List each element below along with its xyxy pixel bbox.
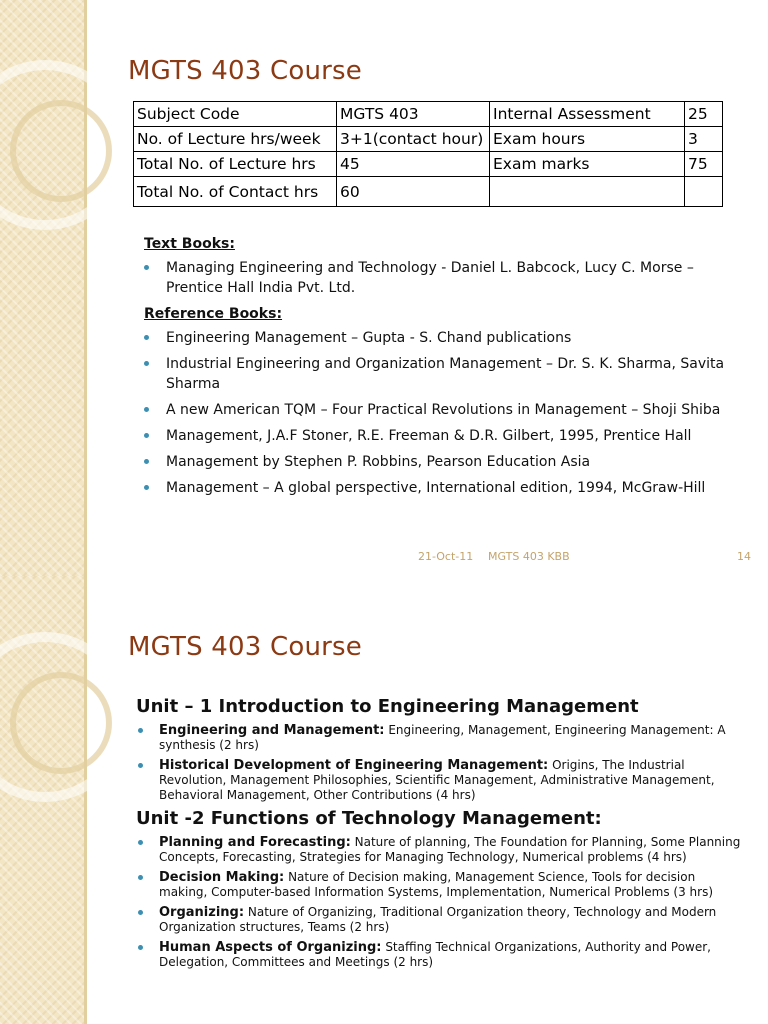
table-cell: 3 bbox=[685, 127, 723, 152]
list-item bbox=[136, 835, 746, 865]
item-title: Historical Development of Engineering Management: bbox=[159, 758, 549, 773]
list-item bbox=[136, 723, 746, 753]
list-item: Engineering Management – Gupta - S. Chand publications bbox=[140, 328, 750, 348]
table-cell: 45 bbox=[337, 152, 490, 177]
item-text: Nature of Decision making, Management Science, Tools for decision making, Computer-based Information Systems, Implementation, Numerical Problems (3 hrs) bbox=[159, 870, 714, 899]
syllabus-section bbox=[136, 696, 746, 975]
table-cell: MGTS 403 bbox=[337, 102, 490, 127]
list-item: Management – A global perspective, International edition, 1994, McGraw-Hill bbox=[140, 478, 750, 498]
table-cell: No. of Lecture hrs/week bbox=[134, 127, 337, 152]
unit-1-heading: Unit – 1 Introduction to Engineering Management bbox=[136, 696, 639, 717]
books-section bbox=[140, 230, 750, 504]
list-item: Management by Stephen P. Robbins, Pearson Education Asia bbox=[140, 452, 750, 472]
item-text: Nature of planning, The Foundation for Planning, Some Planning Concepts, Forecasting, Strategies for Managing Technology, Numerical problems (4 hrs) bbox=[159, 835, 741, 864]
table-row bbox=[134, 102, 723, 127]
table-row bbox=[134, 152, 723, 177]
list-item: Managing Engineering and Technology - Daniel L. Babcock, Lucy C. Morse – Prentice Hall India Pvt. Ltd. bbox=[140, 258, 750, 298]
table-cell: Internal Assessment bbox=[490, 102, 685, 127]
list-item bbox=[136, 758, 746, 803]
table-cell: 3+1(contact hour) bbox=[337, 127, 490, 152]
item-text: Origins, The Industrial Revolution, Management Philosophies, Scientific Management, Administrative Management, Behavioral Management, Other Contributions (4 hrs) bbox=[159, 758, 715, 802]
slide-title: MGTS 403 Course bbox=[128, 56, 362, 86]
item-title: Planning and Forecasting: bbox=[159, 835, 351, 850]
table-cell: Total No. of Lecture hrs bbox=[134, 152, 337, 177]
item-text: Engineering, Management, Engineering Management: A synthesis (2 hrs) bbox=[159, 723, 726, 752]
list-item: Management, J.A.F Stoner, R.E. Freeman & D.R. Gilbert, 1995, Prentice Hall bbox=[140, 426, 750, 446]
slide-title: MGTS 403 Course bbox=[128, 632, 362, 662]
list-item bbox=[136, 870, 746, 900]
item-title: Engineering and Management: bbox=[159, 723, 385, 738]
table-cell bbox=[685, 177, 723, 207]
decorative-ring-inner bbox=[10, 672, 112, 774]
course-info-table bbox=[133, 101, 723, 207]
table-cell: Subject Code bbox=[134, 102, 337, 127]
list-item: A new American TQM – Four Practical Revolutions in Management – Shoji Shiba bbox=[140, 400, 750, 420]
item-title: Human Aspects of Organizing: bbox=[159, 940, 382, 955]
list-item: Industrial Engineering and Organization Management – Dr. S. K. Sharma, Savita Sharma bbox=[140, 354, 750, 394]
list-item bbox=[136, 905, 746, 935]
footer-course: MGTS 403 KBB bbox=[488, 550, 570, 563]
table-row bbox=[134, 127, 723, 152]
footer-date: 21-Oct-11 bbox=[418, 550, 474, 563]
item-text: Nature of Organizing, Traditional Organization theory, Technology and Modern Organization structures, Teams (2 hrs) bbox=[159, 905, 717, 934]
unit-2-heading: Unit -2 Functions of Technology Management: bbox=[136, 808, 602, 829]
table-cell: 60 bbox=[337, 177, 490, 207]
table-cell: Total No. of Contact hrs bbox=[134, 177, 337, 207]
slide-15 bbox=[0, 576, 768, 1024]
decorative-ring-inner bbox=[10, 100, 112, 202]
text-books-heading: Text Books: bbox=[144, 236, 235, 252]
table-cell: 25 bbox=[685, 102, 723, 127]
item-title: Decision Making: bbox=[159, 870, 285, 885]
reference-books-list bbox=[140, 328, 750, 498]
unit-1-list bbox=[136, 723, 746, 803]
unit-2-list bbox=[136, 835, 746, 970]
table-cell: Exam marks bbox=[490, 152, 685, 177]
footer-page-number: 14 bbox=[737, 550, 751, 563]
reference-books-heading: Reference Books: bbox=[144, 306, 283, 322]
text-books-list bbox=[140, 258, 750, 298]
table-cell: 75 bbox=[685, 152, 723, 177]
list-item bbox=[136, 940, 746, 970]
table-cell bbox=[490, 177, 685, 207]
item-title: Organizing: bbox=[159, 905, 245, 920]
table-row bbox=[134, 177, 723, 207]
item-text: Staffing Technical Organizations, Authority and Power, Delegation, Committees and Meetings (2 hrs) bbox=[159, 940, 711, 969]
table-cell: Exam hours bbox=[490, 127, 685, 152]
